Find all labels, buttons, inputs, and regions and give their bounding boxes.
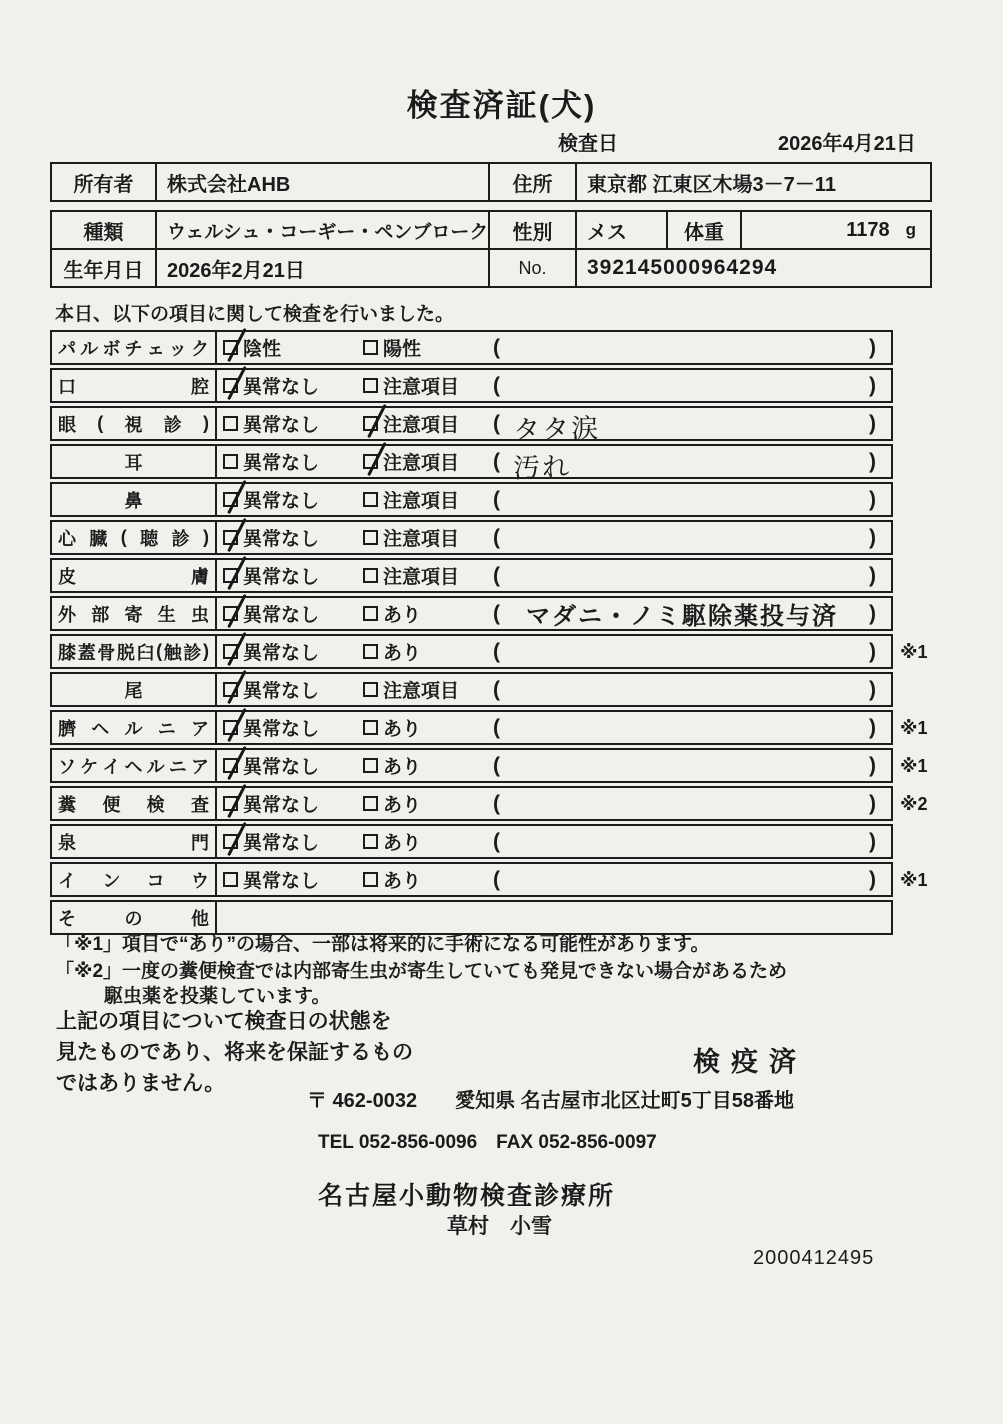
result-note: タタ涙 <box>512 413 601 446</box>
option-2-label: 注意項目 <box>383 491 460 512</box>
breed-label: 種類 <box>83 221 124 244</box>
exam-item-label: 口 腔 <box>52 370 217 401</box>
exam-option-1 <box>217 636 357 667</box>
option-1-label: 異常なし <box>243 415 320 436</box>
checkbox-option-1 <box>223 606 238 621</box>
checkbox-option-2 <box>363 796 378 811</box>
result-note: マダニ・ノミ駆除薬投与済 <box>526 603 838 630</box>
exam-row <box>50 482 893 517</box>
result-note-area <box>493 636 891 667</box>
result-note-area <box>493 446 891 484</box>
option-1-label: 異常なし <box>243 453 320 474</box>
exam-item-label: 皮 膚 <box>52 560 217 591</box>
exam-item-label: そ の 他 <box>52 902 217 933</box>
exam-option-1 <box>217 674 357 705</box>
exam-option-1 <box>217 522 357 553</box>
exam-option-1 <box>217 788 357 819</box>
pet-table <box>50 210 932 288</box>
checkbox-option-2 <box>363 340 378 355</box>
open-paren: ( <box>493 335 500 359</box>
option-2-label: 注意項目 <box>383 567 460 588</box>
owner-label: 所有者 <box>73 173 134 196</box>
weight-label: 体重 <box>666 212 740 248</box>
result-note-area <box>493 864 891 895</box>
open-paren: ( <box>493 525 500 549</box>
option-1-label: 異常なし <box>243 757 320 778</box>
exam-row <box>50 596 893 631</box>
open-paren: ( <box>493 867 500 891</box>
option-2-label: あり <box>383 833 422 854</box>
close-paren: ) <box>869 487 876 511</box>
result-note-area <box>493 712 891 743</box>
close-paren: ) <box>869 715 876 739</box>
inspection-date-value: 2026年4月21日 <box>778 133 916 155</box>
exam-row <box>50 710 928 745</box>
open-paren: ( <box>493 449 500 473</box>
reference-mark: ※1 <box>900 718 928 738</box>
clinic-address: 愛知県 名古屋市北区辻町5丁目58番地 <box>455 1090 795 1112</box>
exam-item-label: 眼 ( 視 診 ) <box>52 408 217 439</box>
option-2-label: 注意項目 <box>383 681 460 702</box>
option-1-label: 異常なし <box>243 871 320 892</box>
option-2-label: 陽性 <box>383 339 422 360</box>
close-paren: ) <box>869 449 876 473</box>
checkbox-option-2 <box>363 568 378 583</box>
exam-option-1 <box>217 408 357 439</box>
no-label: No. <box>488 250 575 286</box>
close-paren: ) <box>869 563 876 587</box>
exam-row <box>50 862 928 897</box>
option-1-label: 異常なし <box>243 681 320 702</box>
exam-item-label: 鼻 <box>52 484 217 515</box>
checkbox-option-2 <box>363 834 378 849</box>
close-paren: ) <box>869 601 876 625</box>
checkbox-option-1 <box>223 834 238 849</box>
pet-row-1 <box>52 212 930 248</box>
checkbox-option-2 <box>363 416 378 431</box>
option-2-label: 注意項目 <box>383 453 460 474</box>
exam-option-1 <box>217 750 357 781</box>
intro-text: 本日、以下の項目に関して検査を行いました。 <box>55 304 455 325</box>
clinic-name: 名古屋小動物検査診療所 <box>318 1182 616 1210</box>
quarantine-stamp: 検疫済 <box>693 1047 807 1077</box>
disclaimer-line-2: 見たものであり、将来を保証するもの <box>56 1041 413 1064</box>
checkbox-option-2 <box>363 378 378 393</box>
exam-option-2 <box>357 370 493 401</box>
checkbox-option-1 <box>223 530 238 545</box>
checkbox-option-2 <box>363 758 378 773</box>
result-note-area <box>493 826 891 857</box>
exam-row <box>50 406 893 446</box>
exam-option-2 <box>357 408 493 439</box>
exam-item-label: パ ル ボ チ ェ ッ ク <box>52 332 217 363</box>
disclaimer-line-3: ではありません。 <box>56 1072 226 1095</box>
checkbox-option-1 <box>223 340 238 355</box>
checkbox-option-2 <box>363 682 378 697</box>
close-paren: ) <box>869 867 876 891</box>
owner-table <box>50 162 932 202</box>
exam-item-label: 臍 ヘ ル ニ ア <box>52 712 217 743</box>
option-2-label: 注意項目 <box>383 415 460 436</box>
page-title: 検査済証(犬) <box>406 88 597 123</box>
exam-row <box>50 558 893 593</box>
exam-option-1 <box>217 332 357 363</box>
close-paren: ) <box>869 525 876 549</box>
option-1-label: 陰性 <box>243 339 282 360</box>
exam-option-2 <box>357 750 493 781</box>
exam-option-2 <box>357 484 493 515</box>
close-paren: ) <box>869 829 876 853</box>
option-1-label: 異常なし <box>243 795 320 816</box>
owner-name: 株式会社AHB <box>155 164 488 200</box>
exam-item-label: 尾 <box>52 674 217 705</box>
exam-item-label: 膝 蓋 骨 脱 臼 ( 触 診 ) <box>52 636 217 667</box>
checkbox-option-1 <box>223 872 238 887</box>
address-label: 住所 <box>488 164 575 200</box>
option-1-label: 異常なし <box>243 719 320 740</box>
exam-option-2 <box>357 826 493 857</box>
result-note-area <box>493 332 891 363</box>
option-1-label: 異常なし <box>243 833 320 854</box>
option-2-label: あり <box>383 795 422 816</box>
close-paren: ) <box>869 411 876 435</box>
result-note-area <box>493 560 891 591</box>
exam-option-2 <box>357 446 493 477</box>
exam-option-1 <box>217 484 357 515</box>
exam-item-label: 外 部 寄 生 虫 <box>52 598 217 629</box>
checkbox-option-2 <box>363 720 378 735</box>
exam-option-2 <box>357 674 493 705</box>
option-1-label: 異常なし <box>243 643 320 664</box>
checkbox-option-2 <box>363 872 378 887</box>
close-paren: ) <box>869 335 876 359</box>
checkbox-option-2 <box>363 606 378 621</box>
open-paren: ( <box>493 829 500 853</box>
open-paren: ( <box>493 373 500 397</box>
exam-row <box>50 330 893 365</box>
tel-fax-line: TEL 052-856-0096 FAX 052-856-0097 <box>318 1132 657 1153</box>
option-1-label: 異常なし <box>243 605 320 626</box>
pet-row-2 <box>52 248 930 286</box>
exam-option-2 <box>357 332 493 363</box>
option-1-label: 異常なし <box>243 491 320 512</box>
exam-item-label: 泉 門 <box>52 826 217 857</box>
exam-option-1 <box>217 712 357 743</box>
option-2-label: あり <box>383 757 422 778</box>
result-note-area <box>493 674 891 705</box>
checkbox-option-1 <box>223 454 238 469</box>
exam-item-label: ソ ケ イ ヘ ル ニ ア <box>52 750 217 781</box>
option-1-label: 異常なし <box>243 377 320 398</box>
exam-row <box>50 444 893 484</box>
result-note: 汚れ <box>512 451 572 484</box>
result-note-area <box>493 408 891 446</box>
open-paren: ( <box>493 791 500 815</box>
footnote-1: 「※1」項目で“あり”の場合、一部は将来的に手術になる可能性があります。 <box>55 934 710 955</box>
exam-row <box>50 748 928 783</box>
checkbox-option-2 <box>363 454 378 469</box>
option-2-label: あり <box>383 871 422 892</box>
checkbox-option-1 <box>223 796 238 811</box>
footnote-2-continued: 駆虫薬を投薬しています。 <box>104 986 331 1007</box>
exam-item-label: イ ン コ ウ <box>52 864 217 895</box>
open-paren: ( <box>493 411 500 435</box>
exam-row <box>50 520 893 555</box>
exam-row <box>50 786 928 821</box>
footnote-2: 「※2」一度の糞便検査では内部寄生虫が寄生していても発見できない場合があるため <box>55 961 788 982</box>
serial-number: 2000412495 <box>753 1247 875 1269</box>
exam-option-1 <box>217 598 357 629</box>
checkbox-option-2 <box>363 644 378 659</box>
close-paren: ) <box>869 639 876 663</box>
checkbox-option-1 <box>223 720 238 735</box>
open-paren: ( <box>493 677 500 701</box>
exam-option-1 <box>217 446 357 477</box>
exam-option-2 <box>357 636 493 667</box>
exam-row <box>50 672 893 707</box>
result-note-area <box>493 788 891 819</box>
option-2-label: 注意項目 <box>383 377 460 398</box>
option-1-label: 異常なし <box>243 529 320 550</box>
checkbox-option-1 <box>223 758 238 773</box>
exam-item-label: 耳 <box>52 446 217 477</box>
close-paren: ) <box>869 373 876 397</box>
exam-option-1 <box>217 864 357 895</box>
exam-option-1 <box>217 370 357 401</box>
weight-unit: g <box>905 220 916 239</box>
exam-option-2 <box>357 864 493 895</box>
checkbox-option-1 <box>223 416 238 431</box>
breed-value: ウェルシュ・コーギー・ペンブローク <box>155 212 488 248</box>
reference-mark: ※2 <box>900 794 928 814</box>
option-2-label: あり <box>383 719 422 740</box>
exam-option-2 <box>357 598 493 629</box>
exam-option-2 <box>357 712 493 743</box>
open-paren: ( <box>493 639 500 663</box>
exam-option-1 <box>217 826 357 857</box>
sex-label: 性別 <box>488 212 575 248</box>
checkbox-option-1 <box>223 378 238 393</box>
open-paren: ( <box>493 487 500 511</box>
exam-option-2 <box>357 788 493 819</box>
option-2-label: 注意項目 <box>383 529 460 550</box>
exam-option-2 <box>357 522 493 553</box>
exam-row <box>50 634 928 669</box>
result-note-area <box>493 484 891 515</box>
reference-mark: ※1 <box>900 756 928 776</box>
open-paren: ( <box>493 753 500 777</box>
checkbox-option-2 <box>363 530 378 545</box>
exam-row <box>50 824 893 859</box>
close-paren: ) <box>869 753 876 777</box>
result-note-area <box>493 370 891 401</box>
exam-item-label: 心 臓 ( 聴 診 ) <box>52 522 217 553</box>
no-value: 392145000964294 <box>575 250 930 286</box>
inspection-date-label: 検査日 <box>558 133 618 155</box>
reference-mark: ※1 <box>900 642 928 662</box>
result-note-area <box>493 522 891 553</box>
exam-row <box>50 368 893 403</box>
checkbox-option-1 <box>223 682 238 697</box>
postal-code: 〒 462-0032 <box>307 1090 418 1112</box>
clinic-address-line <box>307 1084 794 1113</box>
exam-option-2 <box>357 560 493 591</box>
birthdate-value: 2026年2月21日 <box>155 250 488 286</box>
birthdate-label: 生年月日 <box>63 259 144 282</box>
owner-address: 東京都 江東区木場3－7－11 <box>575 164 930 200</box>
weight-value: 1178 <box>846 218 890 241</box>
open-paren: ( <box>493 715 500 739</box>
exam-option-1 <box>217 560 357 591</box>
option-1-label: 異常なし <box>243 567 320 588</box>
close-paren: ) <box>869 677 876 701</box>
weight-cell <box>740 212 930 248</box>
close-paren: ) <box>869 791 876 815</box>
option-2-label: あり <box>383 605 422 626</box>
reference-mark: ※1 <box>900 870 928 890</box>
result-note-area <box>493 598 891 629</box>
checkbox-option-1 <box>223 568 238 583</box>
disclaimer-line-1: 上記の項目について検査日の状態を <box>56 1010 392 1033</box>
exam-table <box>50 330 928 938</box>
examiner-name: 草村 小雪 <box>447 1215 552 1238</box>
checkbox-option-2 <box>363 492 378 507</box>
open-paren: ( <box>493 563 500 587</box>
result-note-area <box>493 750 891 781</box>
checkbox-option-1 <box>223 492 238 507</box>
option-2-label: あり <box>383 643 422 664</box>
exam-item-label: 糞 便 検 査 <box>52 788 217 819</box>
open-paren: ( <box>493 601 500 625</box>
sex-value: メス <box>575 212 666 248</box>
checkbox-option-1 <box>223 644 238 659</box>
